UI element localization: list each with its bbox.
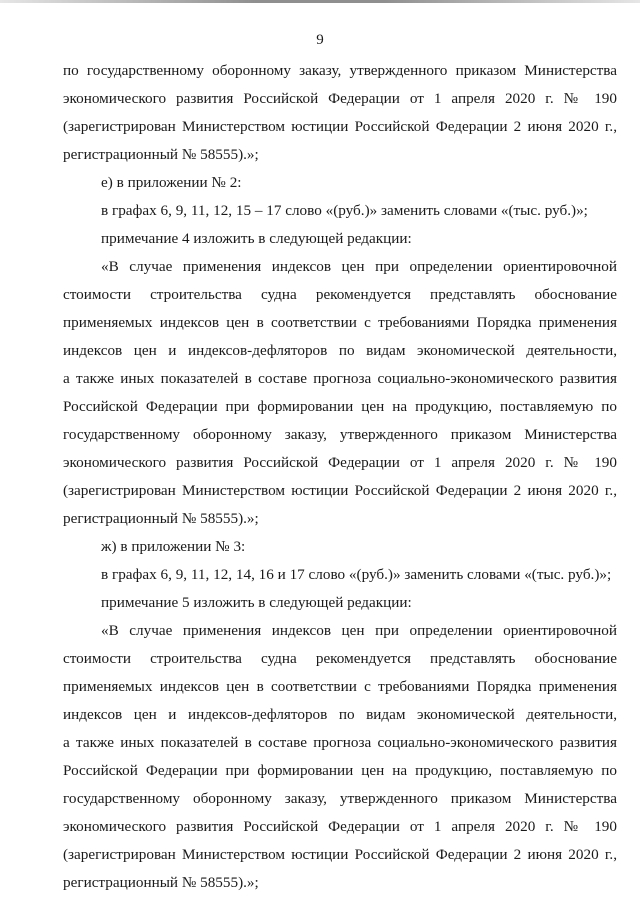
text-line: государственному оборонному заказу, утвержденного приказом Министерства	[63, 426, 617, 443]
text-line: применяемых индексов цен в соответствии с требованиями Порядка применения	[63, 678, 617, 695]
page-number: 9	[316, 32, 324, 48]
text-line: индексов цен и индексов-дефляторов по видам экономической деятельности,	[63, 706, 617, 723]
page-top-edge	[0, 0, 640, 3]
text-line: (зарегистрирован Министерством юстиции Российской Федерации 2 июня 2020 г.,	[63, 482, 617, 499]
text-line: стоимости строительства судна рекомендуется представлять обоснование	[63, 650, 617, 667]
text-line: в графах 6, 9, 11, 12, 15 – 17 слово «(руб.)» заменить словами «(тыс. руб.)»;	[101, 202, 588, 219]
text-line: государственному оборонному заказу, утвержденного приказом Министерства	[63, 790, 617, 807]
text-line: экономического развития Российской Федерации от 1 апреля 2020 г. № 190	[63, 90, 617, 107]
text-line: «В случае применения индексов цен при определении ориентировочной	[101, 622, 617, 639]
text-line: (зарегистрирован Министерством юстиции Российской Федерации 2 июня 2020 г.,	[63, 118, 617, 135]
text-line: примечание 4 изложить в следующей редакции:	[101, 230, 412, 247]
text-line: в графах 6, 9, 11, 12, 14, 16 и 17 слово «(руб.)» заменить словами «(тыс. руб.)»;	[101, 566, 612, 583]
text-line: а также иных показателей в составе прогноза социально-экономического развития	[63, 734, 617, 751]
text-line: экономического развития Российской Федерации от 1 апреля 2020 г. № 190	[63, 454, 617, 471]
text-line: е) в приложении № 2:	[101, 174, 242, 191]
text-line: регистрационный № 58555).»;	[63, 510, 259, 527]
text-line: Российской Федерации при формировании цен на продукцию, поставляемую по	[63, 762, 617, 779]
text-line: регистрационный № 58555).»;	[63, 874, 259, 891]
text-line: стоимости строительства судна рекомендуется представлять обоснование	[63, 286, 617, 303]
text-line: Российской Федерации при формировании цен на продукцию, поставляемую по	[63, 398, 617, 415]
text-line: «В случае применения индексов цен при определении ориентировочной	[101, 258, 617, 275]
text-line: примечание 5 изложить в следующей редакции:	[101, 594, 412, 611]
text-line: а также иных показателей в составе прогноза социально-экономического развития	[63, 370, 617, 387]
text-line: по государственному оборонному заказу, утвержденного приказом Министерства	[63, 62, 617, 79]
text-line: экономического развития Российской Федерации от 1 апреля 2020 г. № 190	[63, 818, 617, 835]
text-line: применяемых индексов цен в соответствии с требованиями Порядка применения	[63, 314, 617, 331]
text-line: индексов цен и индексов-дефляторов по видам экономической деятельности,	[63, 342, 617, 359]
text-line: ж) в приложении № 3:	[101, 538, 246, 555]
text-line: регистрационный № 58555).»;	[63, 146, 259, 163]
text-line: (зарегистрирован Министерством юстиции Российской Федерации 2 июня 2020 г.,	[63, 846, 617, 863]
